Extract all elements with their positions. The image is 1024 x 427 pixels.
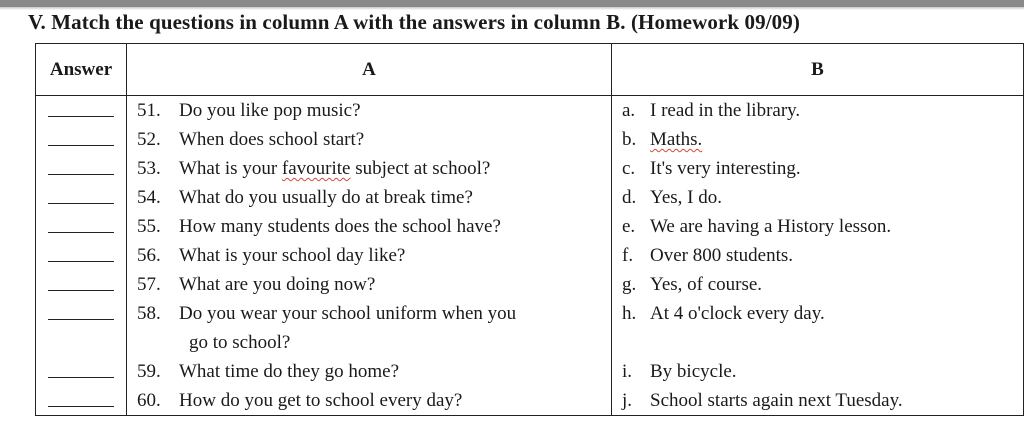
answer-blank-51[interactable] [36, 96, 126, 125]
answer-option-g: g. Yes, of course. [622, 274, 763, 295]
header-answer: Answer [36, 44, 127, 96]
answer-blank-55[interactable] [36, 212, 126, 241]
answer-blank-58[interactable] [36, 299, 126, 357]
answer-blank-53[interactable] [36, 154, 126, 183]
answer-option-c: c. It's very interesting. [622, 158, 801, 179]
question-58: 58. Do you wear your school uniform when you go to school? [137, 303, 517, 353]
answer-blank-56[interactable] [36, 241, 126, 270]
question-60: 60. How do you get to school every day? [137, 390, 463, 411]
answer-option-h: h. At 4 o'clock every day. [622, 303, 825, 324]
answer-blank-52[interactable] [36, 125, 126, 154]
header-column-a: A [127, 44, 612, 96]
answer-option-f: f. Over 800 students. [622, 245, 794, 266]
question-54: 54. What do you usually do at break time? [137, 187, 473, 208]
header-column-b: B [612, 44, 1024, 96]
question-53: 53. What is your favourite subject at school? [137, 158, 491, 179]
exercise-heading: V. Match the questions in column A with the answers in column B. (Homework 09/09) [28, 10, 800, 34]
answer-option-d: d. Yes, I do. [622, 187, 722, 208]
question-55: 55. How many students does the school have? [137, 216, 501, 237]
question-51: 51. Do you like pop music? [137, 100, 361, 121]
answer-blank-59[interactable] [36, 357, 126, 386]
spellcheck-underlined-word: favourite [281, 158, 351, 179]
answer-column [36, 96, 127, 416]
question-57: 57. What are you doing now? [137, 274, 376, 295]
table-body-row [36, 96, 1024, 416]
question-59: 59. What time do they go home? [137, 361, 400, 382]
table-header-row [36, 44, 1024, 96]
answer-blank-60[interactable] [36, 386, 126, 415]
answers-column-b [612, 96, 1024, 416]
answer-blank-57[interactable] [36, 270, 126, 299]
answer-option-e: e. We are having a History lesson. [622, 216, 892, 237]
answer-option-i: i. By bicycle. [622, 361, 737, 382]
questions-column-a [127, 96, 612, 416]
question-56: 56. What is your school day like? [137, 245, 406, 266]
answer-option-a: a. I read in the library. [622, 100, 801, 121]
matching-table [35, 43, 1024, 416]
answer-option-j: j. School starts again next Tuesday. [622, 390, 903, 411]
answer-option-b: b. Maths. [622, 129, 703, 150]
top-edge-band [0, 0, 1024, 7]
answer-blank-54[interactable] [36, 183, 126, 212]
question-52: 52. When does school start? [137, 129, 365, 150]
